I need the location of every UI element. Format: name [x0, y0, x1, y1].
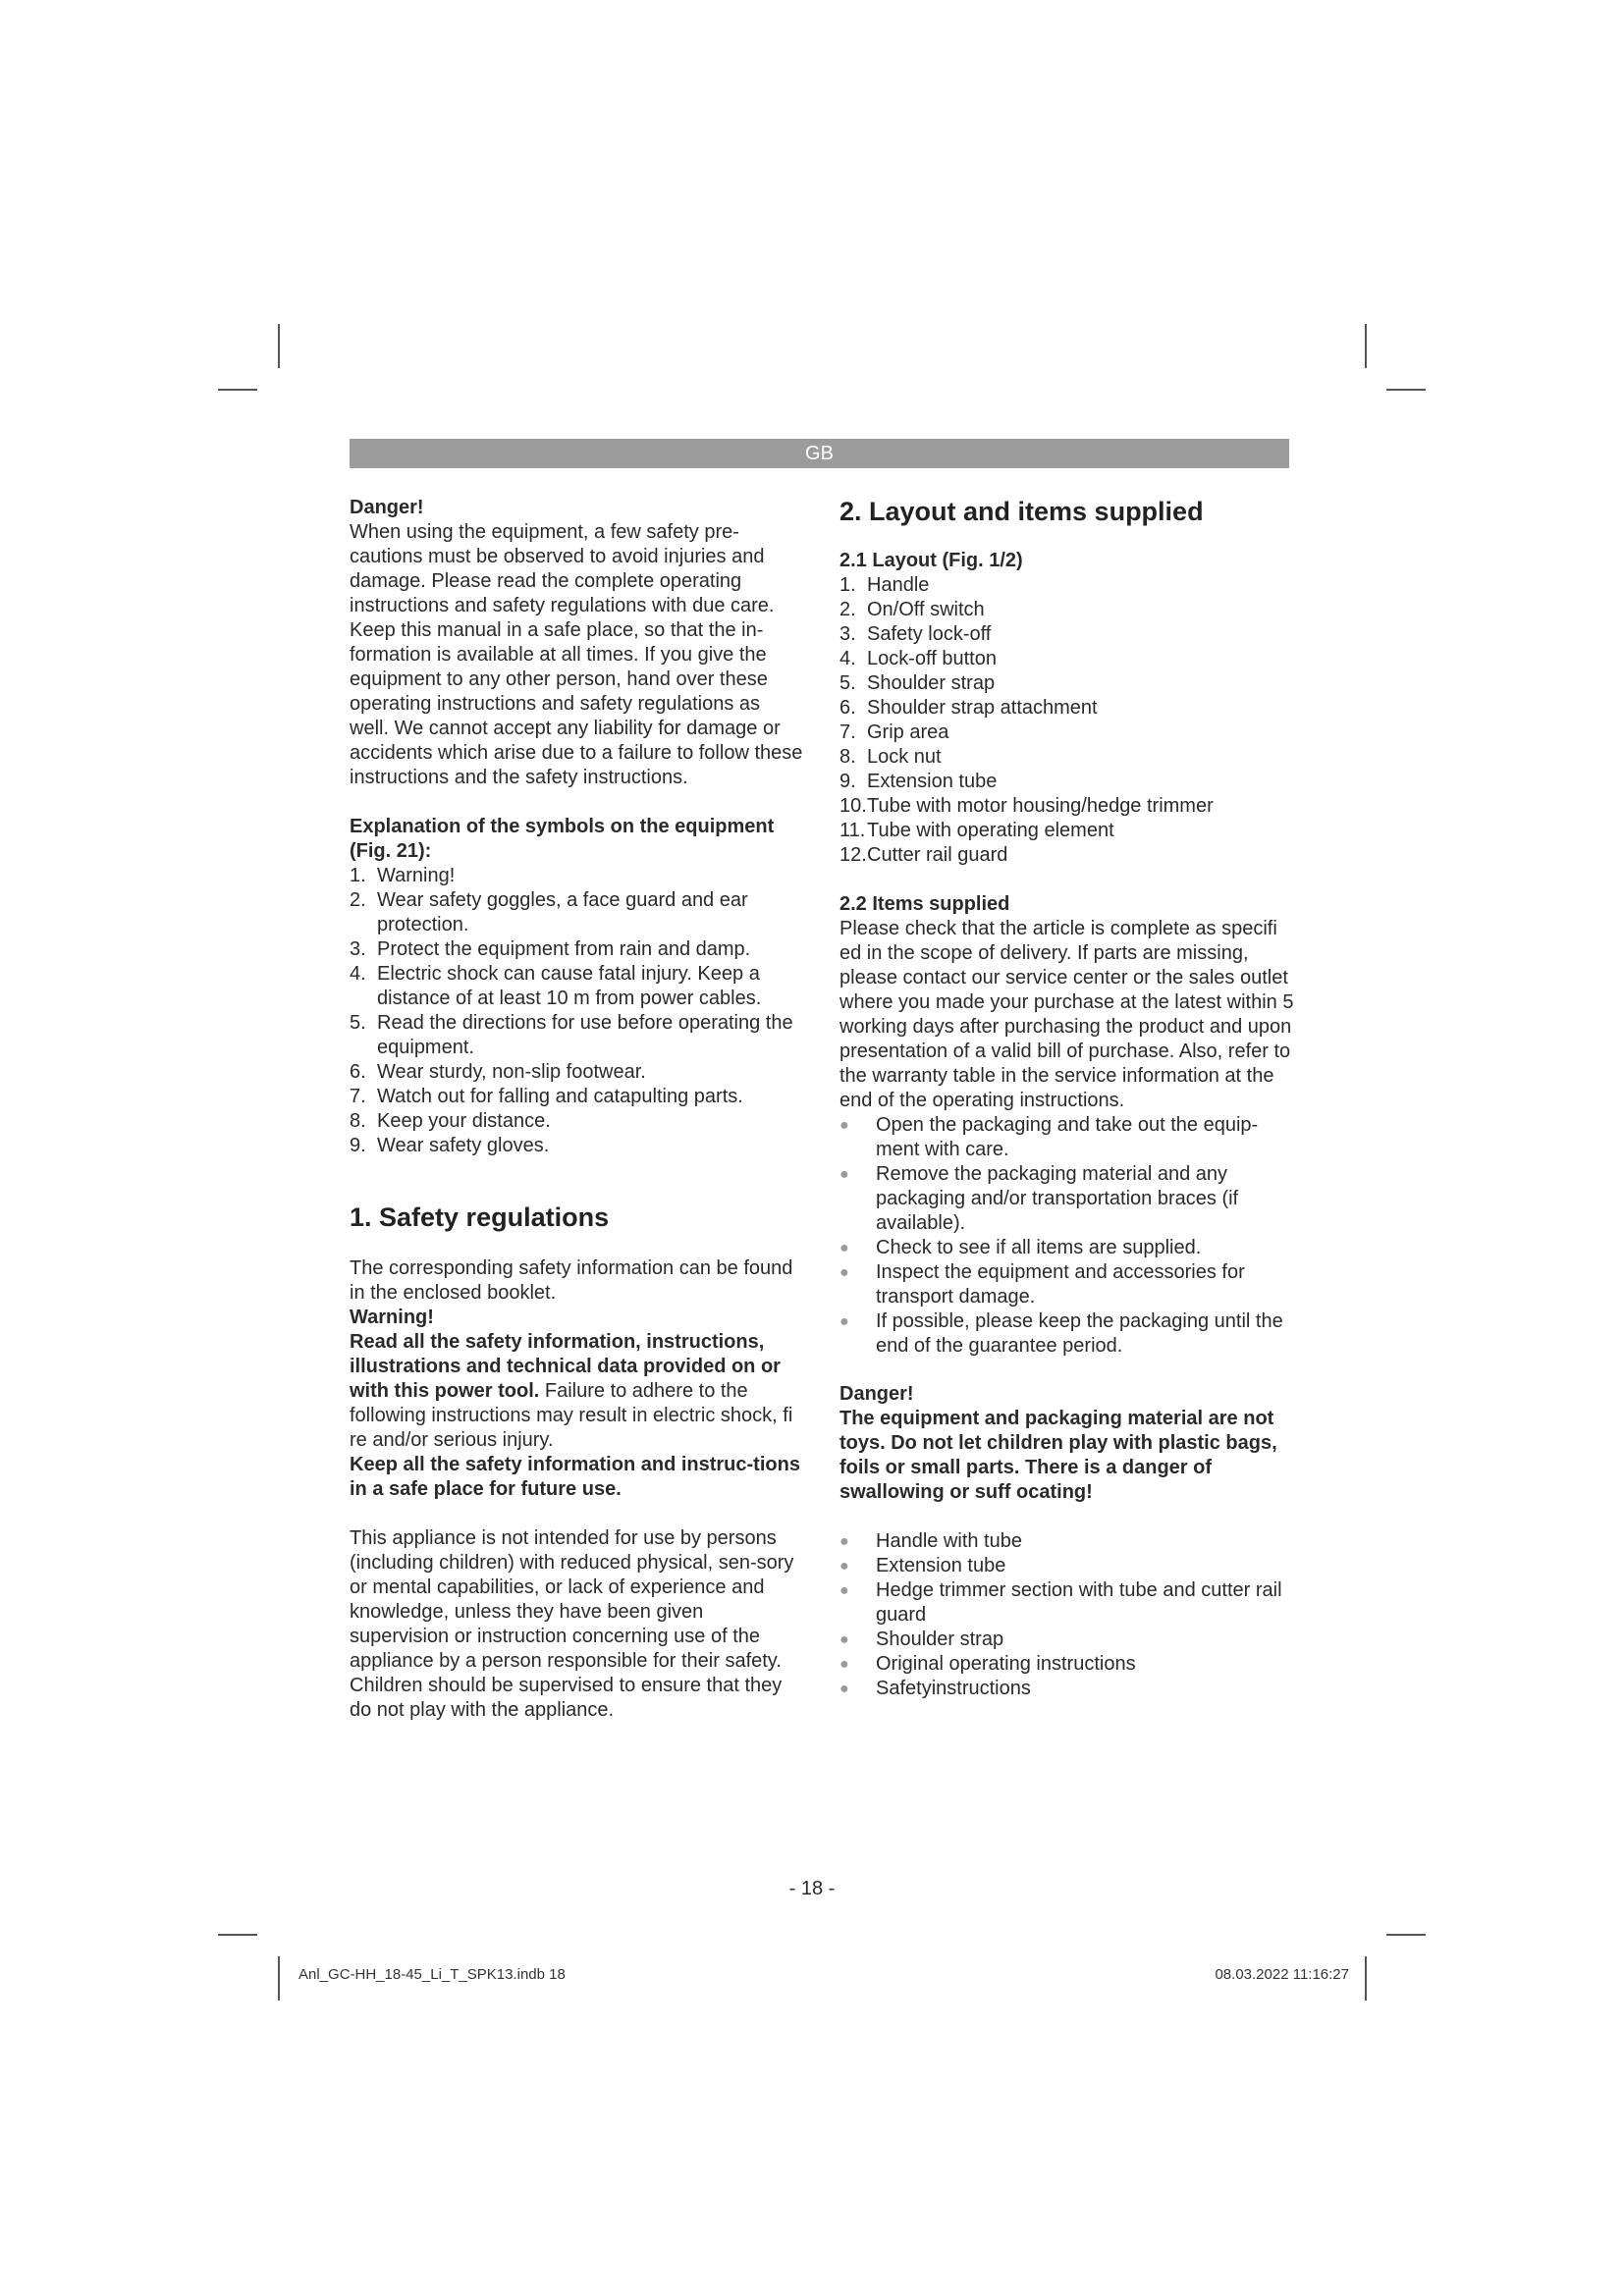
warning-paragraph [350, 1330, 803, 1453]
list-item-text: If possible, please keep the packaging until the end of the guarantee period. [876, 1310, 1283, 1357]
check-item [839, 1113, 1301, 1162]
list-item-text: Inspect the equipment and accessories for transport damage. [876, 1261, 1245, 1308]
bullet-icon: ● [839, 1582, 849, 1599]
section-2-title: 2. Layout and items supplied [839, 497, 1204, 526]
supplied-items-list [839, 1529, 1301, 1701]
layout-item [839, 573, 1301, 598]
list-item-text: On/Off switch [867, 599, 985, 620]
layout-item [839, 770, 1301, 794]
list-item-text: Wear sturdy, non-slip footwear. [377, 1061, 646, 1083]
list-item-number: 2. [350, 889, 366, 911]
list-item-number: 3. [839, 623, 856, 645]
check-item [839, 1309, 1301, 1359]
crop-mark [278, 1956, 280, 2001]
list-item-number: 4. [839, 648, 856, 669]
items-supplied-paragraph: Please check that the article is complete as specifi ed in the scope of delivery. If parts are missing, please contact our service center or the sales outlet where you made your purchase at the latest within 5 working days after purchasing the product and upon presentation of a valid bill of purchase. Also, refer to the warranty table in the service information at the end of the operating instructions. [839, 918, 1294, 1111]
list-item-text: Keep your distance. [377, 1110, 551, 1132]
symbol-item [350, 1085, 803, 1109]
list-item-number: 9. [350, 1135, 366, 1156]
symbol-item [350, 1109, 803, 1134]
list-item-text: Lock nut [867, 746, 942, 768]
bullet-icon: ● [839, 1264, 849, 1281]
language-header-band: GB [350, 439, 1289, 468]
list-item-text: Safety lock-off [867, 623, 992, 645]
list-item-number: 6. [839, 697, 856, 719]
supplied-item [839, 1578, 1301, 1628]
list-item-text: Extension tube [876, 1555, 1006, 1576]
symbol-item [350, 1134, 803, 1158]
symbol-item [350, 1011, 803, 1060]
supplied-item [839, 1554, 1301, 1578]
layout-item [839, 745, 1301, 770]
warning-heading: Warning! [350, 1307, 434, 1328]
symbol-item [350, 864, 803, 888]
layout-item [839, 696, 1301, 721]
list-item-number: 5. [350, 1012, 366, 1034]
list-item-number: 3. [350, 938, 366, 960]
danger-heading: Danger! [350, 497, 424, 518]
list-item-text: Hedge trimmer section with tube and cutter rail guard [876, 1579, 1282, 1626]
warning-text: Failure to adhere to the following instructions may result in electric shock, fi re and/or serious injury. [350, 1380, 793, 1451]
list-item-text: Shoulder strap [867, 672, 996, 694]
check-item [839, 1260, 1301, 1309]
layout-item [839, 843, 1301, 868]
list-item-text: Watch out for falling and catapulting parts. [377, 1086, 743, 1107]
bullet-icon: ● [839, 1558, 849, 1575]
right-column [839, 496, 1301, 1701]
danger-paragraph: When using the equipment, a few safety pre-cautions must be observed to avoid injuries and damage. Please read the complete operating instructions and safety regulations with due care. Keep this manual in a safe place, so that the in-formation is available at all times. If you give the equipment to any other person, hand over these operating instructions and safety regulations as well. We cannot accept any liability for damage or accidents which arise due to a failure to follow these instructions and the safety instructions. [350, 521, 803, 788]
list-item-text: Electric shock can cause fatal injury. Keep a distance of at least 10 m from power cables. [377, 963, 762, 1009]
crop-mark [1365, 324, 1367, 368]
symbols-heading: Explanation of the symbols on the equipment (Fig. 21): [350, 816, 775, 862]
list-item-number: 9. [839, 771, 856, 792]
list-item-text: Warning! [377, 865, 456, 886]
list-item-text: Original operating instructions [876, 1653, 1136, 1675]
footer-timestamp: 08.03.2022 11:16:27 [1215, 1966, 1349, 1983]
layout-item [839, 721, 1301, 745]
symbol-item [350, 1060, 803, 1085]
check-item [839, 1162, 1301, 1236]
symbol-item [350, 962, 803, 1011]
list-item-text: Safetyinstructions [876, 1678, 1031, 1699]
crop-mark [1365, 1956, 1367, 2001]
list-item-text: Wear safety gloves. [377, 1135, 550, 1156]
list-item-number: 12. [839, 844, 867, 866]
list-item-number: 2. [839, 599, 856, 620]
list-item-number: 10. [839, 795, 867, 817]
list-item-number: 8. [350, 1110, 366, 1132]
bullet-icon: ● [839, 1166, 849, 1183]
crop-mark [218, 389, 257, 391]
crop-mark [278, 324, 280, 368]
layout-heading: 2.1 Layout (Fig. 1/2) [839, 550, 1023, 571]
layout-list [839, 573, 1301, 868]
bullet-icon: ● [839, 1117, 849, 1134]
list-item-text: Protect the equipment from rain and damp. [377, 938, 751, 960]
list-item-number: 8. [839, 746, 856, 768]
supplied-item [839, 1677, 1301, 1701]
keep-instructions-text: Keep all the safety information and instruc-tions in a safe place for future use. [350, 1454, 800, 1500]
bullet-icon: ● [839, 1533, 849, 1550]
layout-item [839, 598, 1301, 622]
footer-file-name: Anl_GC-HH_18-45_Li_T_SPK13.indb 18 [298, 1966, 566, 1983]
list-item-text: Extension tube [867, 771, 998, 792]
list-item-number: 4. [350, 963, 366, 985]
list-item-text: Check to see if all items are supplied. [876, 1237, 1202, 1258]
symbols-list [350, 864, 803, 1158]
symbol-item [350, 888, 803, 937]
list-item-text: Shoulder strap [876, 1629, 1004, 1650]
check-list [839, 1113, 1301, 1359]
supplied-item [839, 1652, 1301, 1677]
list-item-text: Wear safety goggles, a face guard and ear protection. [377, 889, 748, 935]
list-item-text: Cutter rail guard [867, 844, 1008, 866]
bullet-icon: ● [839, 1631, 849, 1648]
layout-item [839, 671, 1301, 696]
list-item-number: 7. [350, 1086, 366, 1107]
bullet-icon: ● [839, 1656, 849, 1673]
list-item-number: 1. [839, 574, 856, 596]
warning-bold-text: Read all the safety information, instructions, illustrations and technical data provided on or with this power tool. [350, 1331, 781, 1402]
list-item-text: Open the packaging and take out the equip-ment with care. [876, 1114, 1259, 1160]
safety-info-paragraph: The corresponding safety information can be found in the enclosed booklet. [350, 1257, 793, 1304]
list-item-number: 5. [839, 672, 856, 694]
crop-mark [218, 1934, 257, 1936]
supplied-item [839, 1628, 1301, 1652]
crop-mark [1386, 389, 1426, 391]
page-number: - 18 - [788, 1878, 836, 1899]
list-item-text: Handle with tube [876, 1530, 1022, 1552]
list-item-text: Handle [867, 574, 930, 596]
danger-paragraph-right: The equipment and packaging material are not toys. Do not let children play with plastic bags, foils or small parts. There is a danger of swallowing or suff ocating! [839, 1408, 1277, 1503]
layout-item [839, 819, 1301, 843]
crop-mark [1386, 1934, 1426, 1936]
bullet-icon: ● [839, 1681, 849, 1697]
list-item-number: 1. [350, 865, 366, 886]
symbol-item [350, 937, 803, 962]
list-item-text: Remove the packaging material and any packaging and/or transportation braces (if available). [876, 1163, 1239, 1234]
appliance-paragraph: This appliance is not intended for use by persons (including children) with reduced physical, sen-sory or mental capabilities, or lack of experience and knowledge, unless they have been given supervision or instruction concerning use of the appliance by a person responsible for their safety. Children should be supervised to ensure that they do not play with the appliance. [350, 1527, 794, 1721]
list-item-text: Grip area [867, 721, 949, 743]
check-item [839, 1236, 1301, 1260]
layout-item [839, 647, 1301, 671]
list-item-text: Shoulder strap attachment [867, 697, 1098, 719]
items-supplied-heading: 2.2 Items supplied [839, 893, 1010, 915]
list-item-text: Read the directions for use before operating the equipment. [377, 1012, 793, 1058]
section-1-title: 1. Safety regulations [350, 1202, 610, 1232]
layout-item [839, 622, 1301, 647]
supplied-item [839, 1529, 1301, 1554]
list-item-text: Tube with motor housing/hedge trimmer [867, 795, 1214, 817]
list-item-text: Lock-off button [867, 648, 997, 669]
list-item-number: 11. [839, 820, 866, 841]
list-item-number: 6. [350, 1061, 366, 1083]
bullet-icon: ● [839, 1240, 849, 1256]
left-column [350, 496, 803, 1723]
list-item-text: Tube with operating element [867, 820, 1114, 841]
layout-item [839, 794, 1301, 819]
danger-heading-right: Danger! [839, 1383, 914, 1405]
list-item-number: 7. [839, 721, 856, 743]
bullet-icon: ● [839, 1313, 849, 1330]
